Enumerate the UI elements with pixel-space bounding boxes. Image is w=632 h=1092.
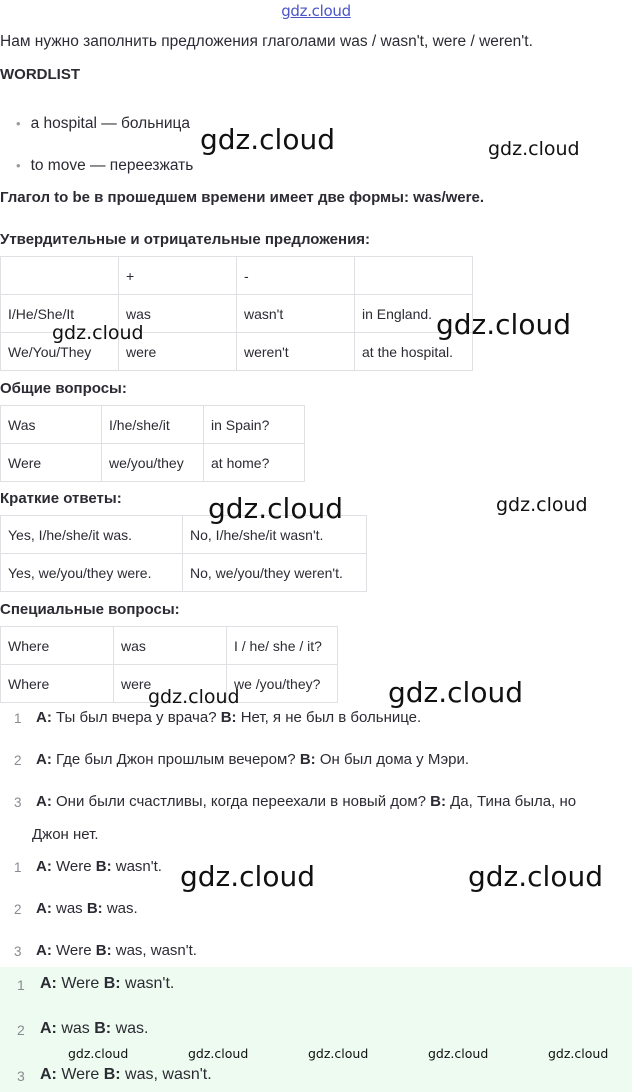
- table-cell: Where: [1, 627, 114, 665]
- watermark: gdz.cloud: [428, 1046, 489, 1061]
- table-cell: I / he/ she / it?: [227, 627, 338, 665]
- table-cell: No, I/he/she/it wasn't.: [183, 516, 367, 554]
- translation-line: A: Ты был вчера у врача? B: Нет, я не был в больнице.: [36, 709, 422, 726]
- table-cell: Where: [1, 665, 114, 703]
- table-cell: We/You/They: [1, 333, 119, 371]
- list-number: 1: [14, 711, 22, 726]
- watermark: gdz.cloud: [52, 322, 144, 344]
- list-number: 1: [17, 977, 25, 993]
- answer-line: A: Were B: was, wasn't.: [36, 942, 197, 959]
- table-cell: Was: [1, 406, 102, 444]
- short-heading: Краткие ответы:: [0, 490, 122, 507]
- site-logo-link[interactable]: gdz.cloud: [281, 2, 351, 20]
- table-row: [1, 554, 367, 592]
- affirm-heading: Утвердительные и отрицательные предложения:: [0, 231, 371, 248]
- table-cell: No, we/you/they weren't.: [183, 554, 367, 592]
- watermark: gdz.cloud: [188, 1046, 249, 1061]
- final-answer-line: A: Were B: wasn't.: [40, 975, 175, 992]
- final-answer-line: A: was B: was.: [40, 1020, 149, 1037]
- table-cell: we /you/they?: [227, 665, 338, 703]
- table-cell: +: [119, 257, 237, 295]
- table-row: [1, 406, 305, 444]
- general-table: [0, 405, 305, 482]
- table-cell: was: [119, 295, 237, 333]
- watermark: gdz.cloud: [180, 860, 315, 893]
- task-intro: Нам нужно заполнить предложения глаголами was / wasn't, were / weren't.: [0, 33, 533, 50]
- list-number: 2: [17, 1022, 25, 1038]
- watermark: gdz.cloud: [468, 860, 603, 893]
- general-heading: Общие вопросы:: [0, 380, 127, 397]
- bullet-icon: •: [16, 116, 21, 131]
- table-cell: Yes, I/he/she/it was.: [1, 516, 183, 554]
- watermark: gdz.cloud: [208, 492, 343, 525]
- table-cell: I/He/She/It: [1, 295, 119, 333]
- watermark: gdz.cloud: [436, 308, 571, 341]
- watermark: gdz.cloud: [148, 686, 240, 708]
- table-cell: were: [114, 665, 227, 703]
- table-row: [1, 627, 338, 665]
- watermark: gdz.cloud: [488, 138, 580, 160]
- table-cell: at home?: [204, 444, 305, 482]
- translation-continuation: Джон нет.: [32, 826, 99, 843]
- translation-line: A: Где был Джон прошлым вечером? B: Он был дома у Мэри.: [36, 751, 470, 768]
- table-cell: Yes, we/you/they were.: [1, 554, 183, 592]
- list-number: 3: [14, 944, 22, 959]
- table-cell: in Spain?: [204, 406, 305, 444]
- watermark: gdz.cloud: [496, 494, 588, 516]
- list-number: 3: [14, 795, 22, 810]
- final-answer-line: A: Were B: was, wasn't.: [40, 1066, 212, 1083]
- table-cell: -: [237, 257, 355, 295]
- short-table: [0, 515, 367, 592]
- answer-line: A: was B: was.: [36, 900, 138, 917]
- bullet-icon: •: [16, 158, 21, 173]
- watermark: gdz.cloud: [200, 123, 335, 156]
- table-row: [1, 444, 305, 482]
- grammar-note: Глагол to be в прошедшем времени имеет две формы: was/were.: [0, 189, 484, 206]
- table-cell: Were: [1, 444, 102, 482]
- watermark: gdz.cloud: [68, 1046, 129, 1061]
- table-cell: we/you/they: [102, 444, 204, 482]
- wordlist-item: • a hospital — больница: [16, 115, 191, 132]
- table-cell: [355, 257, 473, 295]
- special-heading: Специальные вопросы:: [0, 601, 180, 618]
- watermark: gdz.cloud: [548, 1046, 609, 1061]
- list-number: 2: [14, 753, 22, 768]
- answer-line: A: Were B: wasn't.: [36, 858, 162, 875]
- list-number: 1: [14, 860, 22, 875]
- table-cell: wasn't: [237, 295, 355, 333]
- table-cell: in England.: [355, 295, 473, 333]
- table-cell: weren't: [237, 333, 355, 371]
- affirm-table: [0, 256, 473, 371]
- list-number: 2: [14, 902, 22, 917]
- table-row: [1, 257, 473, 295]
- wordlist-heading: WORDLIST: [0, 66, 80, 83]
- table-cell: was: [114, 627, 227, 665]
- table-cell: at the hospital.: [355, 333, 473, 371]
- watermark: gdz.cloud: [388, 676, 523, 709]
- table-cell: [1, 257, 119, 295]
- watermark: gdz.cloud: [308, 1046, 369, 1061]
- list-number: 3: [17, 1068, 25, 1084]
- wordlist-item: • to move — переезжать: [16, 157, 194, 174]
- table-cell: were: [119, 333, 237, 371]
- table-cell: I/he/she/it: [102, 406, 204, 444]
- translation-line: A: Они были счастливы, когда переехали в новый дом? B: Да, Тина была, но: [36, 793, 577, 810]
